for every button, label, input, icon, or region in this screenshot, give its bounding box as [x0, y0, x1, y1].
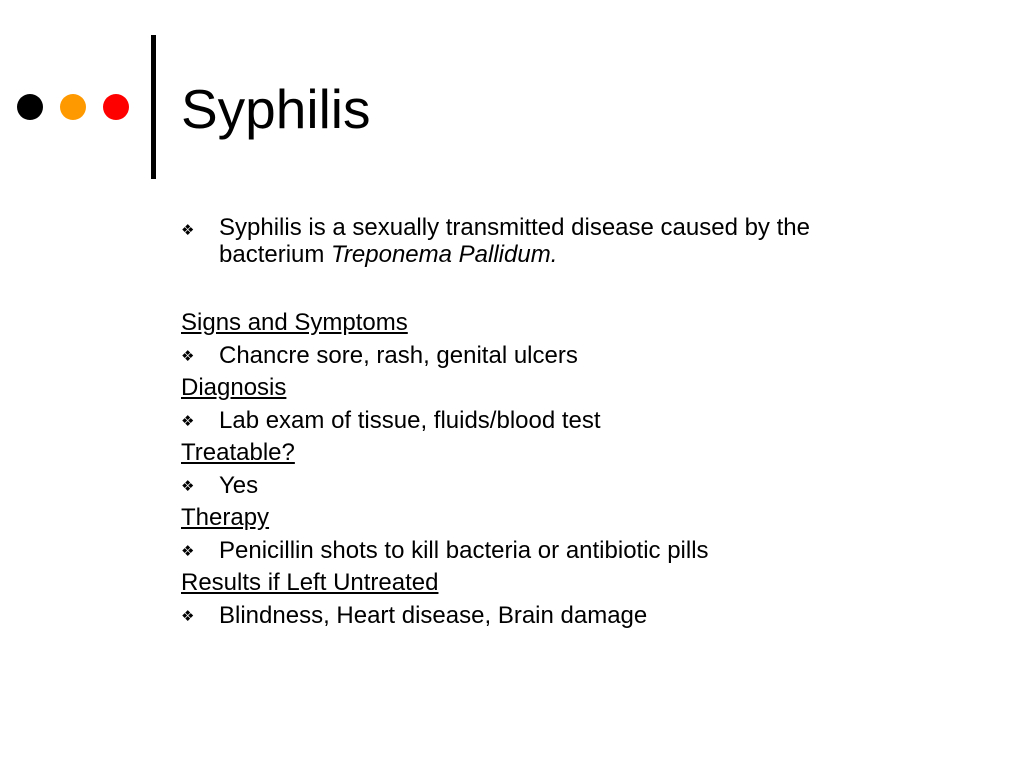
decorative-dots — [17, 94, 146, 120]
diamond-bullet-icon: ❖ — [181, 347, 195, 365]
section-heading-treatable: Treatable? — [181, 439, 295, 466]
intro-bullet — [181, 214, 901, 268]
diamond-bullet-icon: ❖ — [181, 412, 195, 430]
intro-text: Syphilis is a sexually transmitted disease caused by the bacterium — [219, 214, 810, 268]
section-heading-diagnosis: Diagnosis — [181, 374, 287, 401]
section-bullet-treatable — [181, 470, 901, 503]
slide-title: Syphilis — [181, 78, 371, 140]
bacterium-name: Treponema Pallidum. — [331, 241, 558, 268]
section-bullet-diagnosis — [181, 405, 901, 438]
section-bullet-untreated — [181, 600, 901, 633]
bullet-text: Penicillin shots to kill bacteria or antibiotic pills — [219, 536, 709, 564]
orange-dot-icon — [60, 94, 86, 120]
slide-body — [181, 214, 901, 632]
red-dot-icon — [103, 94, 129, 120]
bullet-text: Yes — [219, 471, 259, 499]
section-heading-therapy: Therapy — [181, 504, 270, 531]
bullet-text: Chancre sore, rash, genital ulcers — [219, 341, 578, 369]
title-divider-line — [151, 35, 156, 179]
diamond-bullet-icon: ❖ — [181, 222, 195, 239]
section-heading-signs: Signs and Symptoms — [181, 309, 408, 336]
black-dot-icon — [17, 94, 43, 120]
diamond-bullet-icon: ❖ — [181, 607, 195, 625]
bullet-text: Blindness, Heart disease, Brain damage — [219, 601, 648, 629]
diamond-bullet-icon: ❖ — [181, 542, 195, 560]
section-bullet-therapy — [181, 535, 901, 568]
section-bullet-signs — [181, 340, 901, 373]
bullet-text: Lab exam of tissue, fluids/blood test — [219, 406, 601, 434]
diamond-bullet-icon: ❖ — [181, 477, 195, 495]
section-heading-untreated: Results if Left Untreated — [181, 569, 439, 596]
